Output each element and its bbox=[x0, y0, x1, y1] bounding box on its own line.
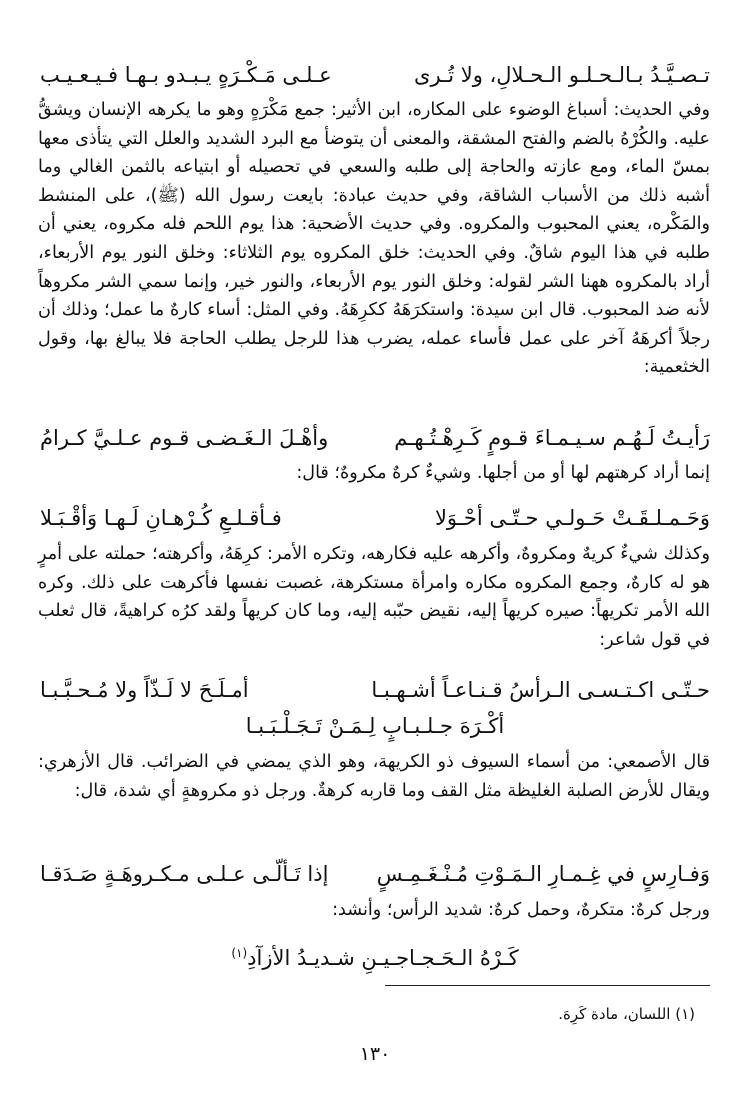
verse-3-right-hemistich: وَحَـمـلـقَـتْ حَـولـي حـتّـى أحْـوَلا bbox=[434, 506, 710, 530]
verse-line-1 bbox=[40, 58, 710, 92]
verse-line-5 bbox=[40, 857, 710, 891]
paragraph-1: وفي الحديث: أسباغ الوضوء على المكاره، ابن الأثير: جمع مَكْرَهٍ وهو ما يكرهه الإنسان ويشقُّ عليه. والكُرْهُ بالضم والفتح المشقة، والمعنى أن يتوضأ مع البرد الشديد والعلل التي يتأذى معها بمسّ الماء، ومع عازته والحاجة إلى طلبه والسعي في تحصيله أو ابتياعه بالثمن الغالي وما أشبه ذلك من الأسباب الشاقة، وفي حديث عبادة: بايعت رسول الله (ﷺ)، على المنشط والمَكْره، يعني المحبوب والمكروه. وفي حديث الأضحية: هذا يوم اللحم فله مكروه، يعني أن طلبه في هذا اليوم شاقٌ. وفي الحديث: خلق المكروه يوم الثلاثاء: وخلق النور يوم الأربعاء، أراد بالمكروه ههنا الشر لقوله: وخلق النور يوم الأربعاء، والنور خير، وإنما سمي الشر مكروهاً لأنه ضد المحبوب. قال ابن سيدة: واستكرَهَهُ ككرِهَهُ. وفي المثل: أساء كارهٌ ما عمل؛ وذلك أن رجلاً أكرهَهُ آخر على عمل فأساء عمله، يضرب هذا للرجل يطلب الحاجة فلا يبالغ بها، وقول الخثعمية: bbox=[38, 100, 710, 378]
verse-4b-text: أكْـرَهَ جـلـبـابٍ لِـمَـنْ تَـجَـلْـبَـبـا bbox=[245, 714, 505, 738]
verse-5-right-hemistich: وَفـارِسٍ في غِـمـارِ الـمَـوْتِ مُـنْـغَـمِـسٍ bbox=[376, 862, 710, 886]
verse-1-left-hemistich: عـلـى مَـكْـرَهٍ يـبـدو بـهـا فـيـعـيـب bbox=[40, 63, 332, 87]
footnote-divider bbox=[385, 985, 710, 986]
paragraph-3: وكذلك شيءٌ كريهٌ ومكروهٌ، وأكرهه عليه فكارهه، وتكره الأمر: كرِهَهُ، وأكرهته؛ حملته على أمرٍ هو له كارهٌ، وجمع المكروه مكاره وامرأة مستكرهة، غصبت نفسها فأكرهت على ذلك. وكره الله الأمر تكريهاً: صيره كريهاً إليه، نقيض حبّبه إليه، وما كان كريهاً ولقد كرُه كراهيةً، قال ثعلب في قول شاعر: bbox=[38, 544, 710, 650]
paragraph-5: ورجل كرهٌ: متكرهٌ، وحمل كرهٌ: شديد الرأس؛ وأنشد: bbox=[332, 900, 710, 920]
verse-3-left-hemistich: فـأقـلـعِ كُـرْهـانِ لَـهـا وَأقْـبَـلا bbox=[40, 506, 282, 530]
verse-line-2 bbox=[40, 421, 710, 455]
verse-5-left-hemistich: إذا تَـألّـى عـلـى مـكـروهَـةٍ صَـدَقـا bbox=[40, 862, 329, 886]
verse-2-right-hemistich: رَأيـتُ لَـهُـم سـيـمـاءَ قـومٍ كَـرِهْـتُـهـم bbox=[394, 426, 710, 450]
verse-4-left-hemistich: أمـلَـحَ لا لَـذّاً ولا مُـحـبَّـبـا bbox=[40, 678, 249, 702]
footnote-marker: (١) bbox=[231, 946, 248, 960]
verse-2-left-hemistich: وأهْـلَ الـغَـضـى قـوم عـلـيَّ كـرامُ bbox=[40, 426, 329, 450]
page-number: ١٣٠ bbox=[359, 1043, 391, 1065]
verse-line-4b bbox=[40, 709, 710, 743]
verse-line-4 bbox=[40, 673, 710, 707]
verse-6-text bbox=[231, 936, 518, 975]
verse-line-3 bbox=[40, 501, 710, 535]
paragraph-2: إنما أراد كرهتهم لها أو من أجلها. وشيءٌ كرهٌ مكروهٌ؛ قال: bbox=[296, 463, 710, 483]
verse-line-6 bbox=[40, 936, 710, 975]
verse-1-right-hemistich: تـصـيَّـدُ بـالـحـلـو الـحـلالِ، ولا تُـرى bbox=[414, 63, 710, 87]
footnote: (١) اللسان، مادة كَرِهَ. bbox=[558, 1005, 695, 1023]
verse-6-words: كَـرْهُ الـحَـجـاجـيـنِ شـديـدُ الأزآدِ bbox=[247, 946, 519, 970]
paragraph-4: قال الأصمعي: من أسماء السيوف ذو الكريهة، وهو الذي يمضي في الضرائب. قال الأزهري: ويقال للأرض الصلبة الغليظة مثل القف وما قاربه كرهةٌ. ورجل ذو مكروهةٍ أي شدة، قال: bbox=[38, 752, 710, 801]
verse-4-right-hemistich: حـتّـى اكـتـسـى الـرأسُ قـنـاعـاً أشـهـبـا bbox=[371, 678, 710, 702]
